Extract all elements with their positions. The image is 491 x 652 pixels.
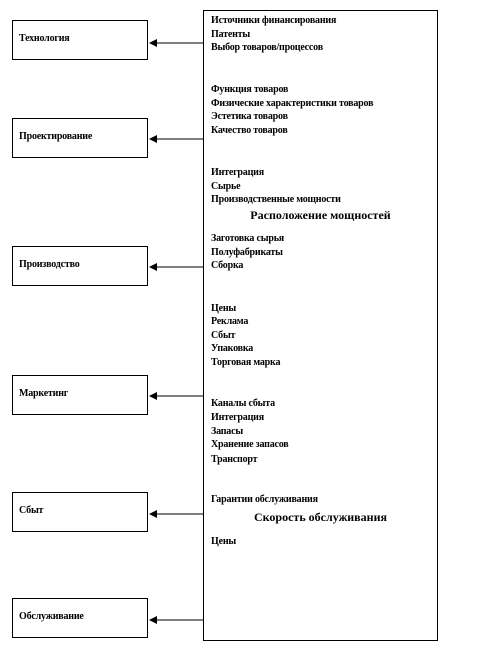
factor-item: Упаковка: [211, 343, 254, 354]
factor-item: Выбор товаров/процессов: [211, 42, 323, 53]
stage-design: [12, 118, 148, 158]
factor-item: Источники финансирования: [211, 15, 337, 26]
factor-item: Запасы: [211, 426, 243, 437]
factor-heading: Скорость обслуживания: [254, 510, 387, 524]
factor-item: Полуфабрикаты: [211, 247, 283, 258]
factor-item: Хранение запасов: [211, 439, 289, 450]
factor-item: Транспорт: [211, 454, 258, 465]
stage-technology: [12, 20, 148, 60]
stage-technology-label: Технология: [19, 33, 70, 44]
factor-item: Заготовка сырья: [211, 233, 284, 244]
factor-item: Функция товаров: [211, 84, 289, 95]
factor-item: Качество товаров: [211, 125, 288, 136]
stage-production-label: Производство: [19, 259, 80, 270]
factor-item: Каналы сбыта: [211, 398, 275, 409]
factor-item: Интеграция: [211, 167, 264, 178]
factor-item: Цены: [211, 303, 236, 314]
stage-service-label: Обслуживание: [19, 611, 84, 622]
factor-item: Интеграция: [211, 412, 264, 423]
factor-item: Физические характеристики товаров: [211, 98, 374, 109]
factor-item: Производственные мощности: [211, 194, 341, 205]
stage-marketing-label: Маркетинг: [19, 388, 69, 399]
factor-item: Патенты: [211, 29, 250, 40]
factor-item: Эстетика товаров: [211, 111, 288, 122]
factor-item: Реклама: [211, 316, 249, 327]
stage-service: [12, 598, 148, 638]
factor-heading: Расположение мощностей: [250, 208, 391, 222]
factor-item: Гарантии обслуживания: [211, 494, 318, 505]
factor-item: Сбыт: [211, 330, 236, 341]
factor-item: Торговая марка: [211, 357, 281, 368]
stage-distribution: [12, 492, 148, 532]
stage-production: [12, 246, 148, 286]
factor-item: Сырье: [211, 181, 241, 192]
factor-item: Сборка: [211, 260, 244, 271]
factor-item: Цены: [211, 536, 236, 547]
stage-design-label: Проектирование: [19, 131, 93, 142]
stage-distribution-label: Сбыт: [19, 505, 44, 516]
stage-marketing: [12, 375, 148, 415]
